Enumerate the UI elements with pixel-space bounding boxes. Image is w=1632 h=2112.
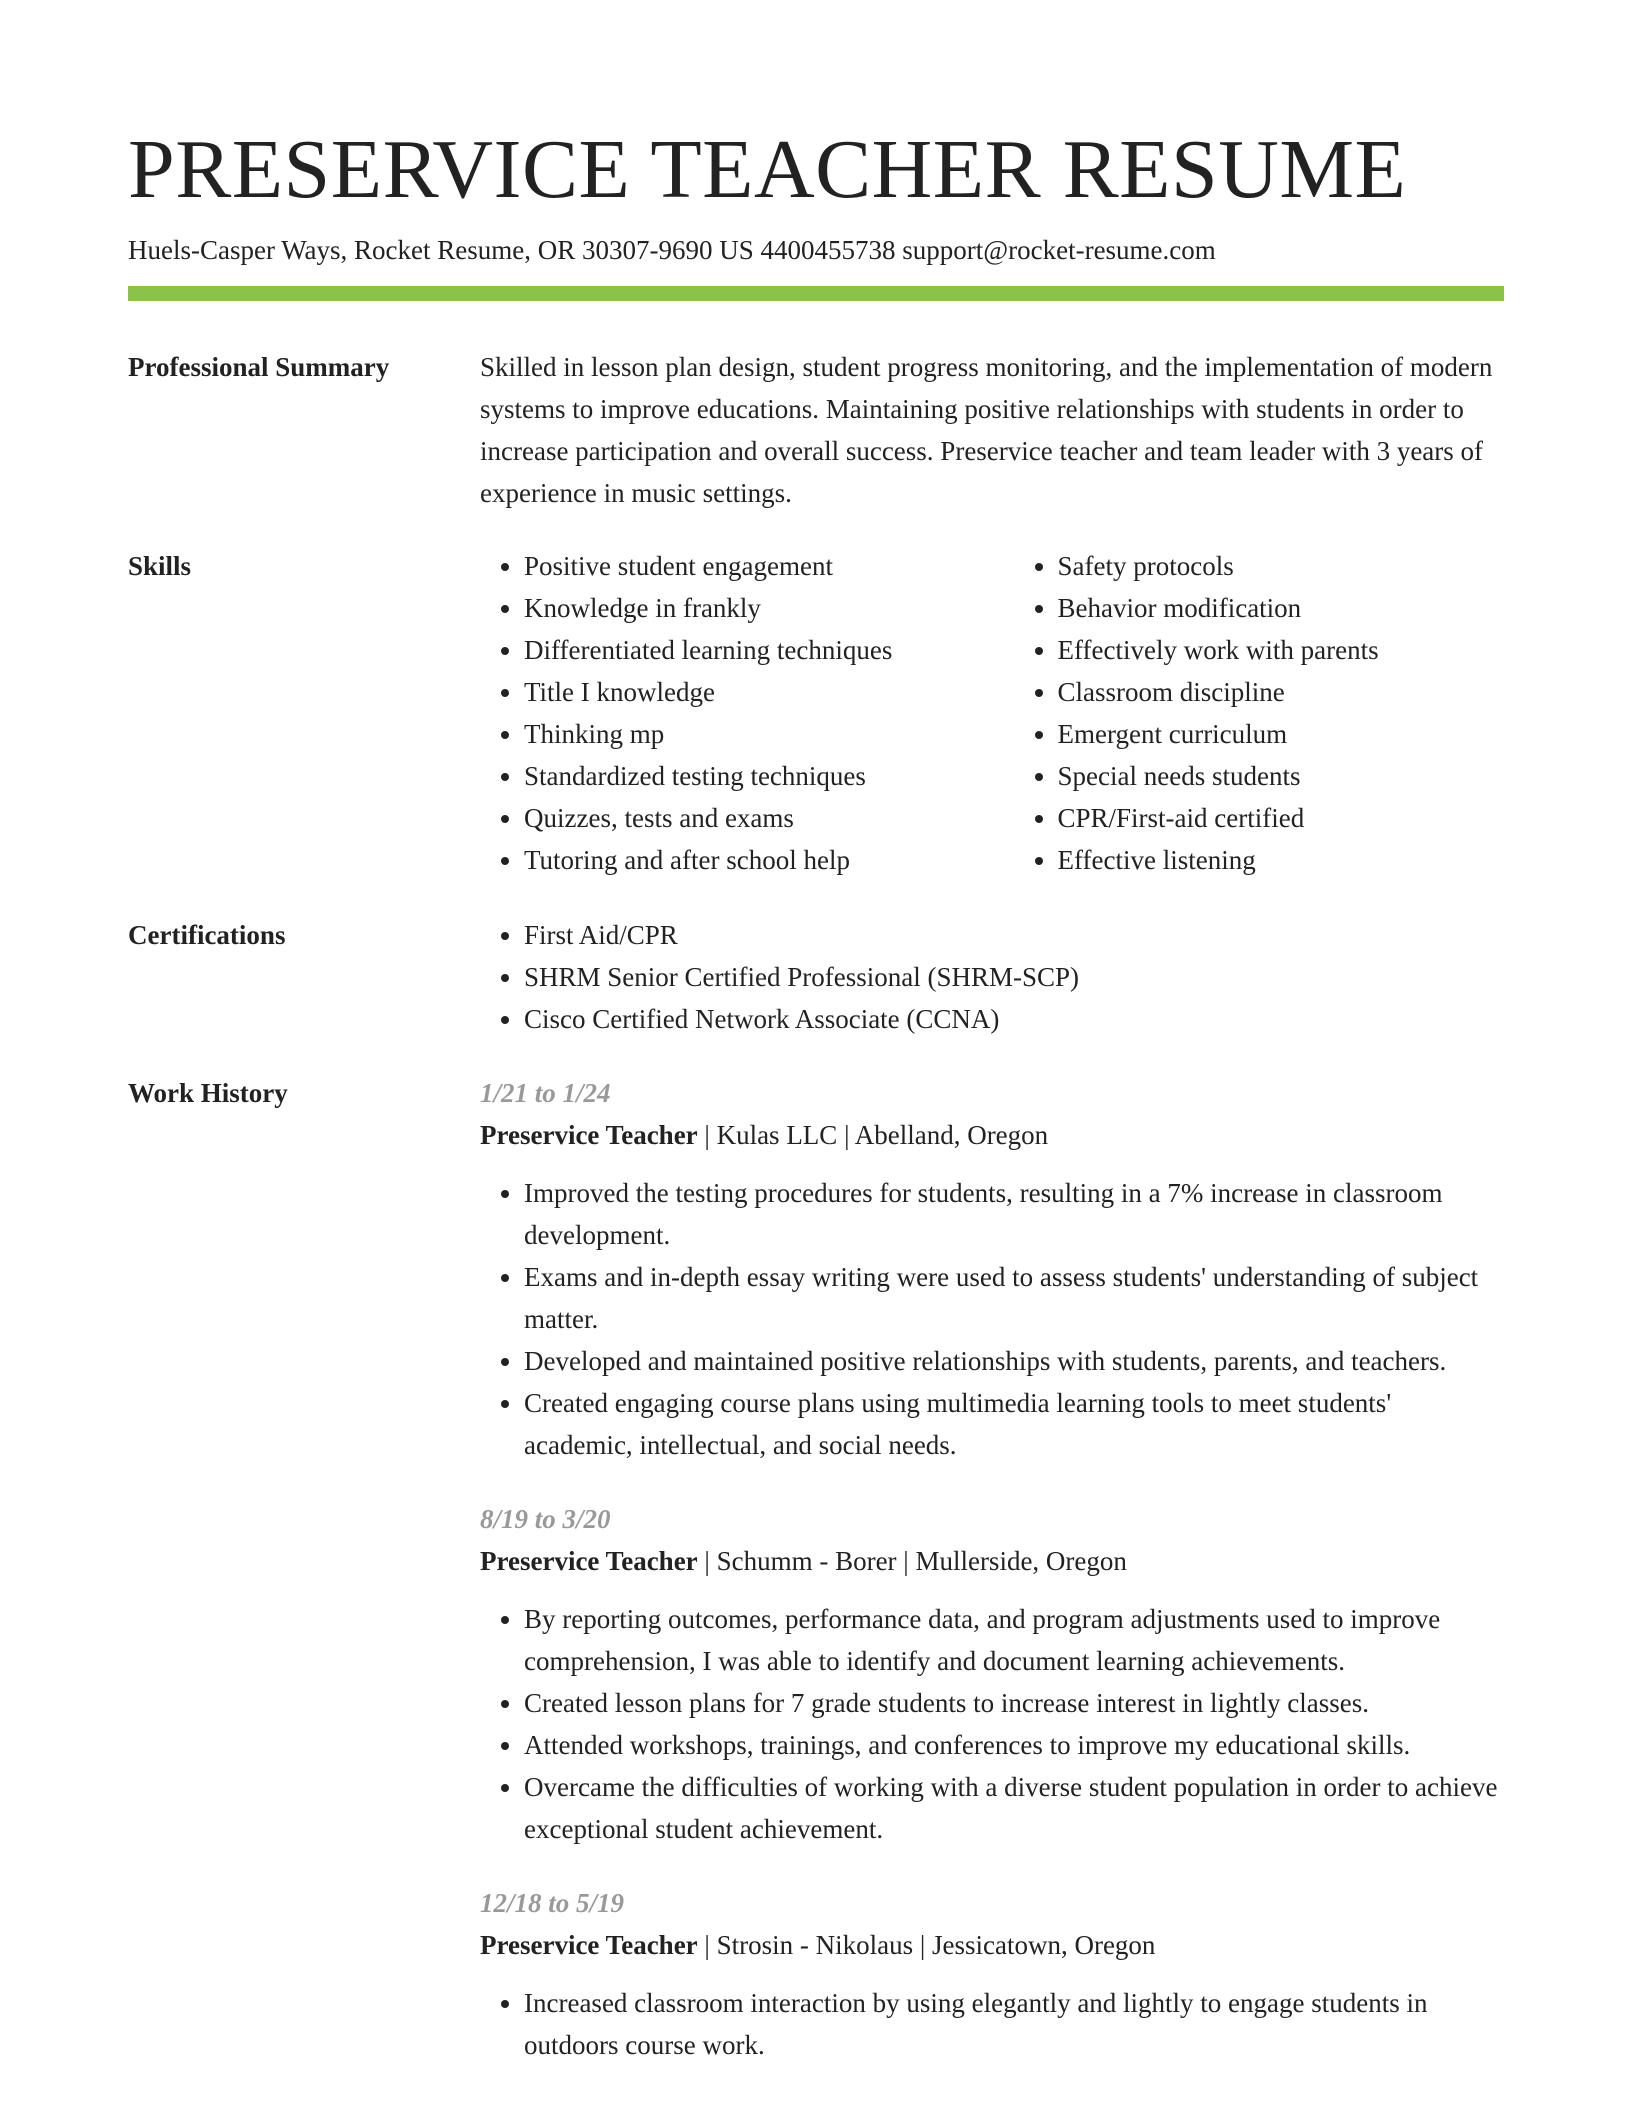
- skills-list-left: [480, 545, 971, 881]
- job-heading: [480, 1114, 1504, 1156]
- list-item: • Cisco Certified Network Associate (CCNA): [524, 998, 1504, 1040]
- list-item: • Standardized testing techniques: [524, 755, 971, 797]
- list-item: • Quizzes, tests and exams: [524, 797, 971, 839]
- job-dates: 1/21 to 1/24: [480, 1078, 611, 1108]
- job-title: Preservice Teacher: [480, 1546, 698, 1576]
- job-title: Preservice Teacher: [480, 1120, 698, 1150]
- list-item: • Attended workshops, trainings, and conferences to improve my educational skills.: [524, 1724, 1504, 1766]
- list-item: • Emergent curriculum: [1058, 713, 1505, 755]
- job-title: Preservice Teacher: [480, 1930, 698, 1960]
- list-item: • Knowledge in frankly: [524, 587, 971, 629]
- list-item: • SHRM Senior Certified Professional (SHRM-SCP): [524, 956, 1504, 998]
- list-item: • Title I knowledge: [524, 671, 971, 713]
- job-entry: [480, 1882, 1504, 2066]
- contact-line: Huels-Casper Ways, Rocket Resume, OR 30307-9690 US 4400455738 support@rocket-resume.com: [128, 235, 1216, 265]
- list-item: • Special needs students: [1058, 755, 1505, 797]
- job-details: | Kulas LLC | Abelland, Oregon: [697, 1120, 1049, 1150]
- list-item: • Improved the testing procedures for students, resulting in a 7% increase in classroom development.: [524, 1172, 1504, 1256]
- certifications-content: [480, 914, 1504, 1040]
- skills-label: Skills: [128, 551, 192, 581]
- job-dates: 12/18 to 5/19: [480, 1888, 625, 1918]
- list-item: • Effectively work with parents: [1058, 629, 1505, 671]
- certifications-list: [480, 914, 1504, 1040]
- list-item: • Overcame the difficulties of working with a diverse student population in order to achieve exceptional student achievement.: [524, 1766, 1504, 1850]
- list-item: • Developed and maintained positive relationships with students, parents, and teachers.: [524, 1340, 1504, 1382]
- list-item: • Exams and in-depth essay writing were used to assess students' understanding of subject matter.: [524, 1256, 1504, 1340]
- job-entry: [480, 1498, 1504, 1850]
- accent-divider: [128, 286, 1504, 301]
- skills-content: [480, 545, 1504, 881]
- job-details: | Strosin - Nikolaus | Jessicatown, Oregon: [697, 1930, 1156, 1960]
- work-history-label: Work History: [128, 1078, 288, 1108]
- job-bullets: [480, 1982, 1504, 2066]
- resume-title: PRESERVICE TEACHER RESUME: [128, 123, 1407, 216]
- list-item: • By reporting outcomes, performance data, and program adjustments used to improve comprehension, I was able to identify and document learning achievements.: [524, 1598, 1504, 1682]
- work-history-content: [480, 1072, 1504, 2098]
- list-item: • First Aid/CPR: [524, 914, 1504, 956]
- list-item: • Classroom discipline: [1058, 671, 1505, 713]
- list-item: • Thinking mp: [524, 713, 971, 755]
- list-item: • Created lesson plans for 7 grade students to increase interest in lightly classes.: [524, 1682, 1504, 1724]
- job-bullets: [480, 1172, 1504, 1466]
- list-item: • Behavior modification: [1058, 587, 1505, 629]
- job-heading: [480, 1924, 1504, 1966]
- job-dates: 8/19 to 3/20: [480, 1504, 611, 1534]
- list-item: • Tutoring and after school help: [524, 839, 971, 881]
- list-item: • Effective listening: [1058, 839, 1505, 881]
- list-item: • Safety protocols: [1058, 545, 1505, 587]
- skills-list-right: [1014, 545, 1505, 881]
- job-bullets: [480, 1598, 1504, 1850]
- list-item: • Increased classroom interaction by using elegantly and lightly to engage students in outdoors course work.: [524, 1982, 1504, 2066]
- list-item: • Created engaging course plans using multimedia learning tools to meet students' academic, intellectual, and social needs.: [524, 1382, 1504, 1466]
- summary-label: Professional Summary: [128, 352, 390, 382]
- list-item: • Differentiated learning techniques: [524, 629, 971, 671]
- summary-content: [480, 346, 1504, 514]
- certifications-label: Certifications: [128, 920, 286, 950]
- list-item: • CPR/First-aid certified: [1058, 797, 1505, 839]
- job-entry: [480, 1072, 1504, 1466]
- job-details: | Schumm - Borer | Mullerside, Oregon: [697, 1546, 1127, 1576]
- summary-text: Skilled in lesson plan design, student progress monitoring, and the implementation of modern systems to improve educations. Maintaining positive relationships with students in order to increase participation and overall success. Preservice teacher and team leader with 3 years of experience in music settings.: [480, 352, 1493, 508]
- job-heading: [480, 1540, 1504, 1582]
- list-item: • Positive student engagement: [524, 545, 971, 587]
